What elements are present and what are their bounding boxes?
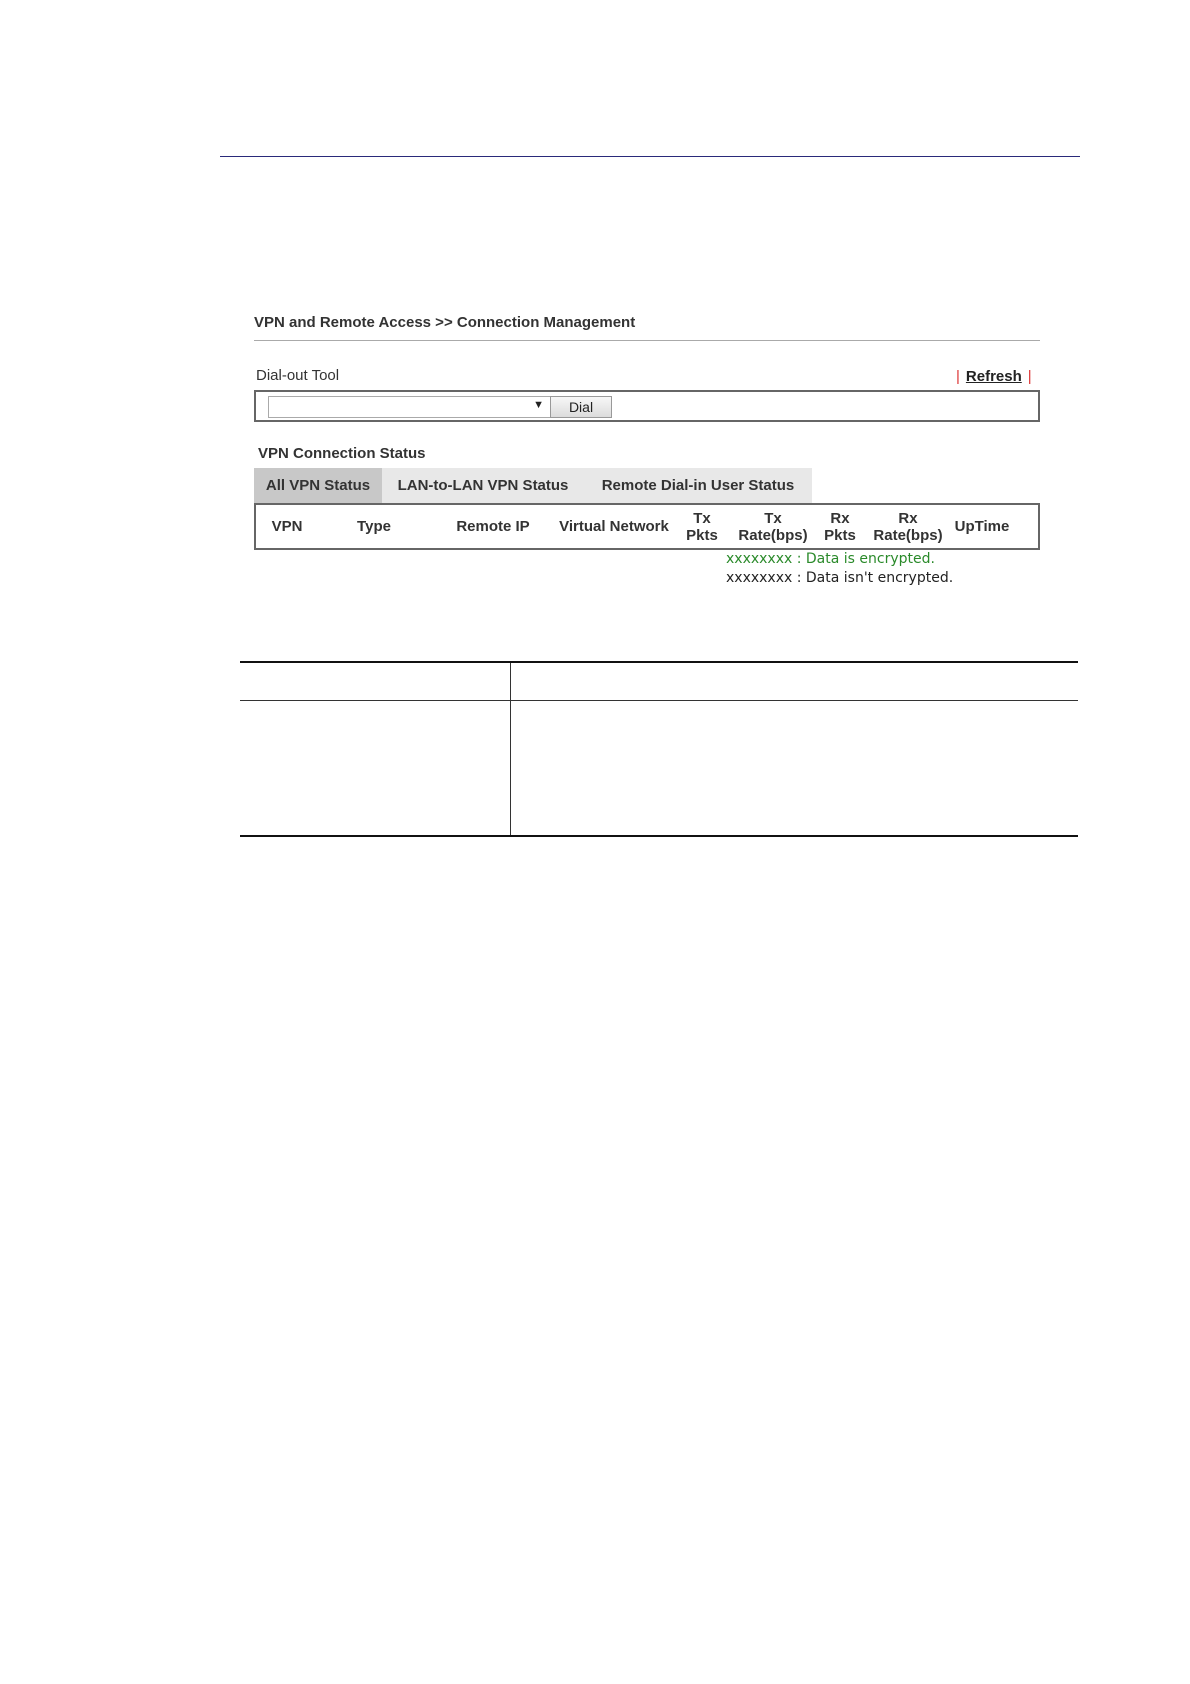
table-header-divider [240, 700, 1078, 701]
column-header-tx-rate: Tx Rate(bps) [738, 509, 808, 544]
tab-lan-to-lan-vpn-status[interactable]: LAN-to-LAN VPN Status [382, 468, 584, 503]
table-top-border [240, 661, 1078, 663]
table-column-divider [510, 663, 511, 835]
column-header-vpn: VPN [271, 518, 303, 535]
breadcrumb: VPN and Remote Access >> Connection Management [254, 314, 636, 331]
dial-button[interactable]: Dial [550, 396, 612, 418]
column-header-virtual-network: Virtual Network [559, 518, 669, 535]
column-header-remote-ip: Remote IP [456, 518, 530, 535]
legend-encrypted: xxxxxxxx : Data is encrypted. [726, 551, 935, 567]
refresh-separator-left: | [956, 368, 960, 385]
table-bottom-border [240, 835, 1078, 837]
dial-profile-select[interactable] [268, 396, 551, 418]
vpn-status-table [254, 503, 1040, 550]
tab-all-vpn-status[interactable]: All VPN Status [254, 468, 382, 503]
legend-not-encrypted: xxxxxxxx : Data isn't encrypted. [726, 570, 954, 586]
column-header-rx-pkts: Rx Pkts [824, 509, 856, 544]
status-tabs [254, 468, 812, 503]
refresh-area [950, 368, 1038, 385]
vpn-connection-status-label: VPN Connection Status [258, 445, 426, 462]
refresh-separator-right: | [1027, 368, 1032, 385]
breadcrumb-divider [254, 340, 1040, 341]
dial-out-panel [254, 390, 1040, 422]
column-header-rx-rate: Rx Rate(bps) [873, 509, 943, 544]
column-header-type: Type [357, 518, 391, 535]
column-header-tx-pkts: Tx Pkts [686, 509, 718, 544]
dropdown-arrow-icon: ▼ [533, 399, 544, 411]
dial-out-tool-label: Dial-out Tool [256, 367, 340, 384]
refresh-link[interactable]: Refresh [965, 368, 1022, 385]
page-header-rule [220, 156, 1080, 157]
column-header-uptime: UpTime [954, 518, 1010, 535]
tab-remote-dial-in-user-status[interactable]: Remote Dial-in User Status [584, 468, 812, 503]
description-table [240, 661, 1078, 837]
encryption-legend [726, 550, 953, 588]
